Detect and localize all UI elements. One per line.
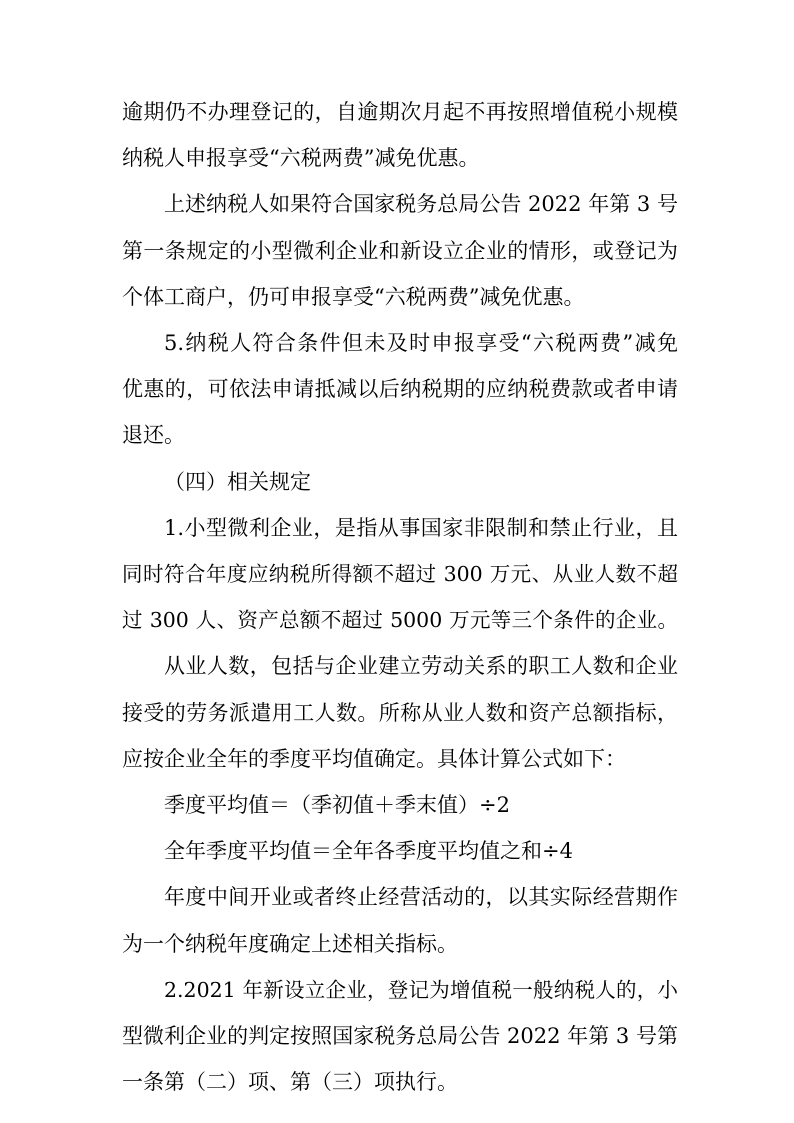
text-line: 1.小型微利企业，是指从事国家非限制和禁止行业，且 [164, 516, 678, 540]
text-line: 接受的劳务派遣用工人数。所称从业人数和资产总额指标， [122, 701, 678, 725]
text-line: 过 300 人、资产总额不超过 5000 万元等三个条件的企业。 [122, 608, 678, 632]
text-line: 退还。 [122, 423, 185, 447]
text-line: 5.纳税人符合条件但未及时申报享受“六税两费”减免 [164, 331, 678, 355]
text-line: 为一个纳税年度确定上述相关指标。 [122, 932, 458, 956]
section-heading: （四）相关规定 [164, 470, 311, 494]
text-line: 年度中间开业或者终止经营活动的，以其实际经营期作 [164, 885, 678, 909]
text-line: 第一条规定的小型微利企业和新设立企业的情形，或登记为 [122, 239, 678, 263]
text-line: 2.2021 年新设立企业，登记为增值税一般纳税人的，小 [164, 978, 678, 1002]
text-line: 同时符合年度应纳税所得额不超过 300 万元、从业人数不超 [122, 562, 678, 586]
text-line: 应按企业全年的季度平均值确定。具体计算公式如下： [122, 747, 626, 771]
text-line: 纳税人申报享受“六税两费”减免优惠。 [122, 146, 480, 170]
text-line: 从业人数，包括与企业建立劳动关系的职工人数和企业 [164, 654, 678, 678]
text-line: 型微利企业的判定按照国家税务总局公告 2022 年第 3 号第 [122, 1024, 678, 1048]
text-line: 逾期仍不办理登记的，自逾期次月起不再按照增值税小规模 [122, 100, 678, 124]
text-line: 个体工商户，仍可申报享受“六税两费”减免优惠。 [122, 285, 585, 309]
formula-line: 季度平均值＝（季初值＋季末值）÷2 [164, 793, 510, 817]
text-line: 上述纳税人如果符合国家税务总局公告 2022 年第 3 号 [164, 192, 678, 216]
text-line: 优惠的，可依法申请抵减以后纳税期的应纳税费款或者申请 [122, 377, 678, 401]
text-line: 一条第（二）项、第（三）项执行。 [122, 1070, 458, 1094]
formula-line: 全年季度平均值＝全年各季度平均值之和÷4 [164, 839, 573, 863]
